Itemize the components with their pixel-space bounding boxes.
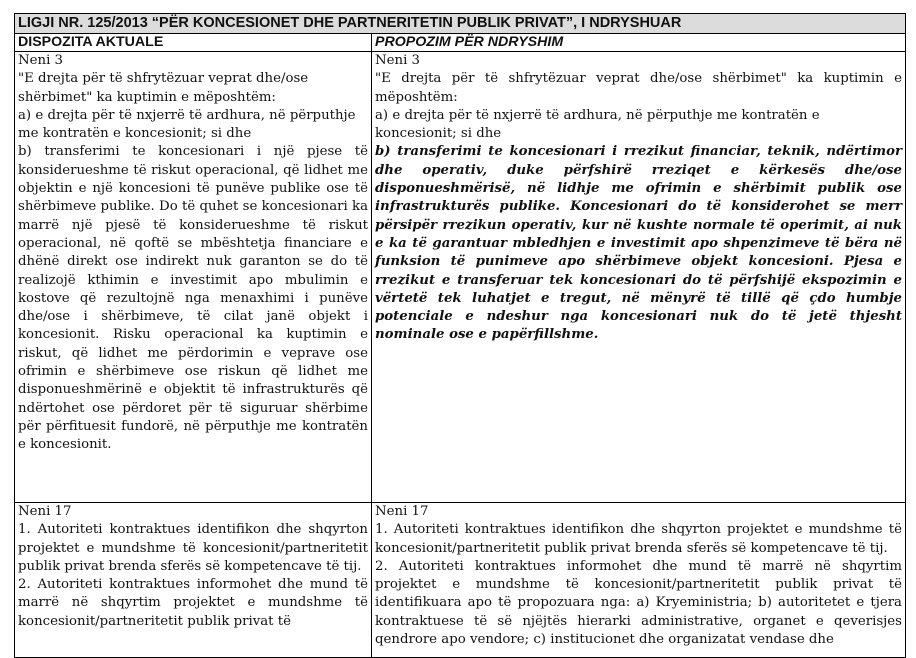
article-heading: Neni 3 <box>18 53 64 68</box>
law-title: LIGJI NR. 125/2013 “PËR KONCESIONET DHE PARTNERITETIN PUBLIK PRIVAT”, I NDRYSHUAR <box>15 14 906 34</box>
article-heading: Neni 17 <box>18 504 72 519</box>
cell-proposal-neni-3 <box>372 52 906 503</box>
comparison-table <box>14 13 906 658</box>
point-b: b) transferimi te koncesionari i një pjese të konsiderueshme të riskut operacional, që lidhet me objektin e një koncesioni të punëve publike ose të shërbimeve publike. Do të quhet se koncesionari ka marrë një pjesë të konsiderueshme të riskut operacional, në qoftë se mbështetja financiare e dhënë direkt ose indirekt nuk garanton se do të realizojë kthimin e investimit apo mbulimin e kostove që rezultojnë nga menaxhimi i punëve dhe/ose i shërbimeve, të cilat janë objekt i koncesionit. Risku operacional ka kuptimin e riskut, që lidhet me përdorimin e veprave ose ofrimin e shërbimeve ose riskun që lidhet me disponueshmërinë e objektit të infrastrukturës që ndërtohet ose përdoret për të siguruar shërbime për përfituesit fundorë, në përputhje me kontratën e koncesionit. <box>18 144 368 453</box>
article-row-neni-3 <box>15 52 906 503</box>
cell-current-neni-3 <box>15 52 372 503</box>
column-header-row <box>15 34 906 52</box>
article-heading: Neni 3 <box>375 53 421 68</box>
article-intro: "E drejta për të shfrytëzuar veprat dhe/ose shërbimet" ka kuptimin e mëposhtëm: <box>375 71 902 105</box>
title-row <box>15 14 906 34</box>
article-intro: "E drejta për të shfrytëzuar veprat dhe/ose shërbimet" ka kuptimin e mëposhtëm: <box>18 71 309 105</box>
point-a: a) e drejta për të nxjerrë të ardhura, në përputhje me kontratën e koncesionit; si dhe <box>375 107 820 142</box>
paragraph-1: 1. Autoriteti kontraktues identifikon dhe shqyrton projektet e mundshme të koncesionit/partneritetit publik privat brenda sferës së kompetencave të tij. <box>375 522 902 556</box>
cell-proposal-neni-17 <box>372 503 906 658</box>
article-heading: Neni 17 <box>375 504 429 519</box>
point-a: a) e drejta për të nxjerrë të ardhura, në përputhje me kontratën e koncesionit; si dhe <box>18 107 356 142</box>
paragraph-2: 2. Autoriteti kontraktues informohet dhe mund të marrë në shqyrtim projektet e mundshme të koncesionit/partneritetit publik privat të identifikuara apo të propozuara nga: a) Kryeministria; b) autoritetet e tjera kontraktuese të së njëjtës hierarki administrative, organet e qeverisjes qendrore apo vendore; c) institucionet dhe organizatat vendase dhe <box>375 558 902 648</box>
column-header-current: DISPOZITA AKTUALE <box>15 34 372 52</box>
cell-current-neni-17 <box>15 503 372 658</box>
column-header-proposal: PROPOZIM PËR NDRYSHIM <box>372 34 906 52</box>
article-row-neni-17 <box>15 503 906 658</box>
point-b-proposed: b) transferimi te koncesionari i rrezikut financiar, teknik, ndërtimor dhe operativ, duke përfshirë rreziqet e kërkesës dhe/ose disponueshmërisë, në lidhje me ofrimin e shërbimit publik ose infrastrukturës publike. Koncesionari do të konsiderohet se merr përsipër rrezikun operativ, kur në kushte normale të operimit, ai nuk e ka të garantuar mbledhjen e investimit apo shpenzimeve të bëra në funksion të punimeve apo shërbimeve objekt koncesioni. Pjesa e rrezikut e transferuar tek koncesionari do të përfshijë ekspozimin e vërtetë tek luhatjet e tregut, në mënyrë të tillë që çdo humbje potenciale e ndeshur nga koncesionari nuk do të jetë thjesht nominale ose e papërfillshme. <box>375 144 902 343</box>
paragraph-1: 1. Autoriteti kontraktues identifikon dhe shqyrton projektet e mundshme të koncesionit/partneritetit publik privat brenda sferës së kompetencave të tij. <box>18 522 368 574</box>
paragraph-2: 2. Autoriteti kontraktues informohet dhe mund të marrë në shqyrtim projektet e mundshme të koncesionit/partneritetit publik privat të <box>18 577 368 629</box>
